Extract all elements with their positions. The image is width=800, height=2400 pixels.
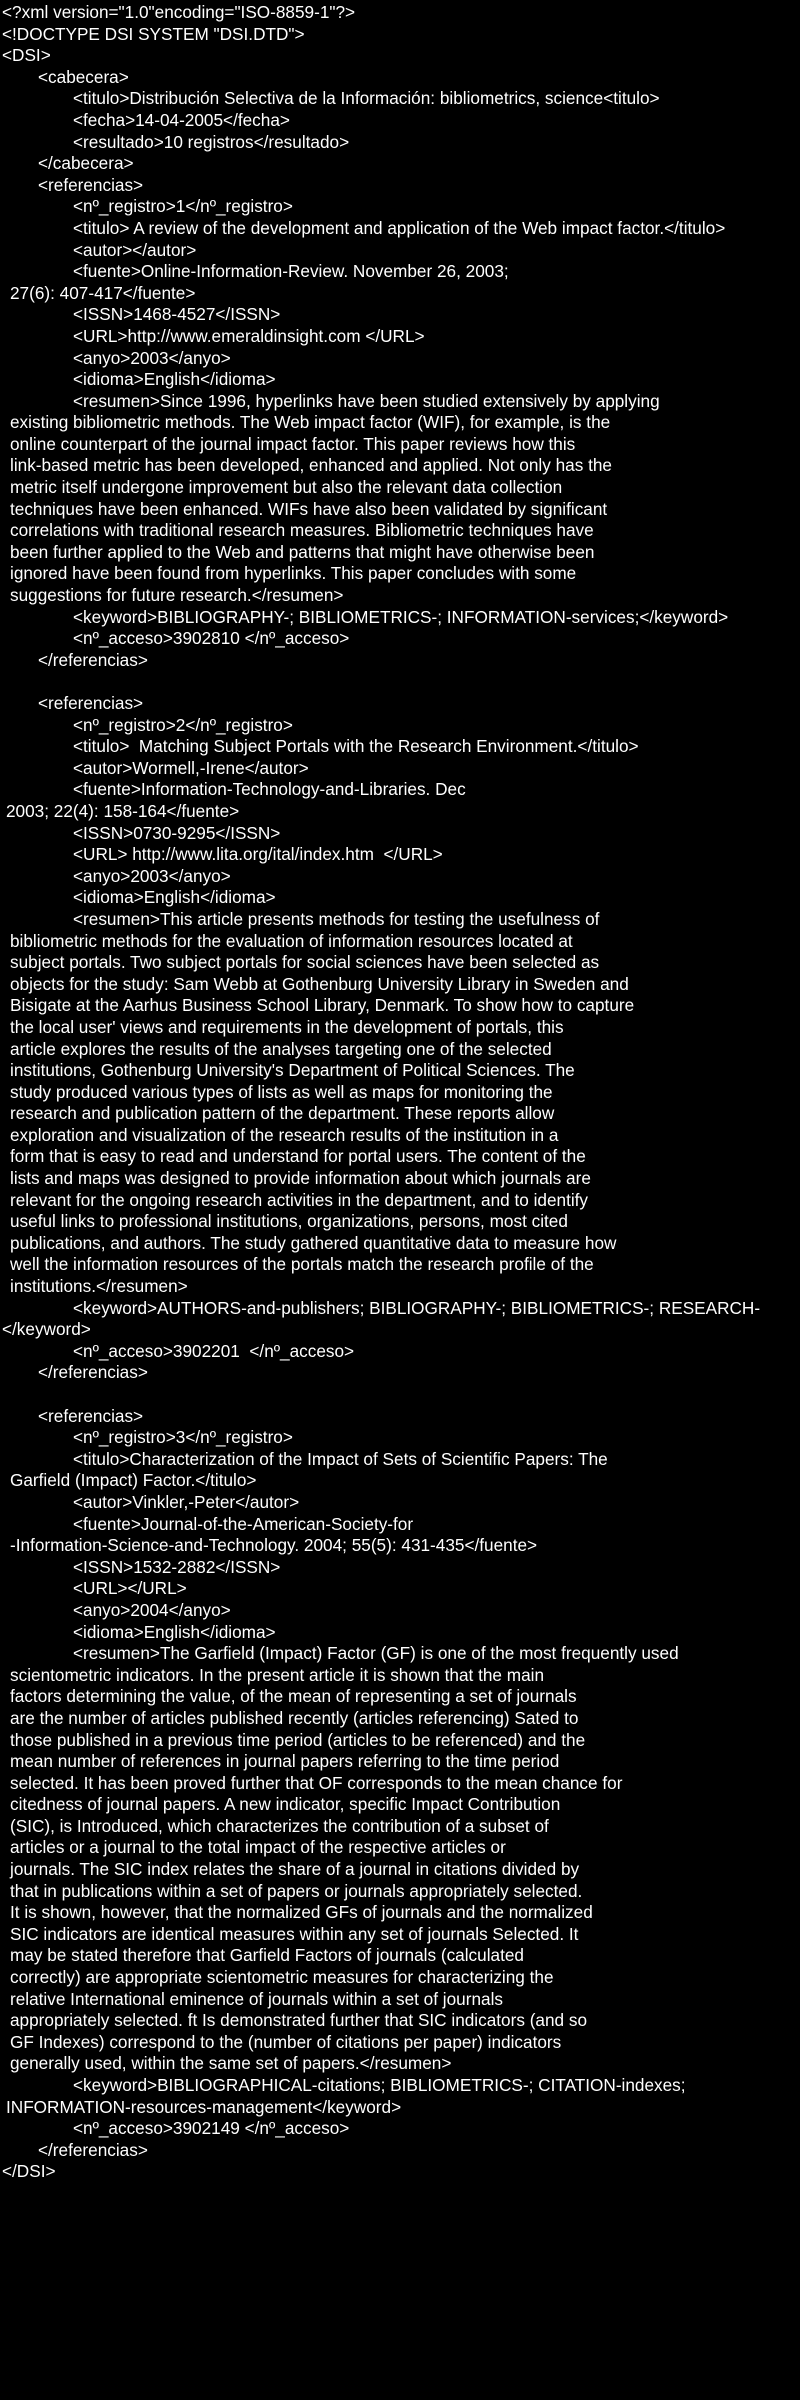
record-title: <titulo> A review of the development and application of the Web impact factor.</titulo> (73, 217, 726, 238)
record-abstract-line: (SIC), is Introduced, which characterizes the contribution of a subset of (10, 1815, 549, 1836)
record-access-number: <nº_acceso>3902810 </nº_acceso> (73, 628, 350, 649)
record-abstract-line: study produced various types of lists as well as maps for monitoring the (10, 1081, 553, 1102)
record-source: <fuente>Online-Information-Review. November 26, 2003; (73, 261, 509, 282)
referencias-open-tag: <referencias> (38, 693, 144, 713)
record-abstract-line: existing bibliometric methods. The Web impact factor (WIF), for example, is the (10, 412, 611, 433)
record-abstract-line: techniques have been enhanced. WIFs have also been validated by significant (10, 498, 608, 519)
record-abstract-line: exploration and visualization of the research results of the institution in a (10, 1124, 559, 1145)
record-number: <nº_registro>2</nº_registro> (73, 714, 293, 735)
record-author: <autor></autor> (73, 239, 197, 260)
record-title: <titulo>Characterization of the Impact of Sets of Scientific Papers: The (73, 1448, 608, 1469)
record-keywords-continued: INFORMATION-resources-management</keyword> (6, 2096, 402, 2117)
record-abstract-line: factors determining the value, of the mean of representing a set of journals (10, 1686, 577, 1707)
referencias-open-tag: <referencias> (38, 174, 144, 195)
record-abstract-line: link-based metric has been developed, enhanced and applied. Not only has the (10, 455, 612, 476)
record-author: <autor>Vinkler,-Peter</autor> (73, 1491, 300, 1512)
record-access-number: <nº_acceso>3902149 </nº_acceso> (73, 2118, 350, 2139)
record-url: <URL> http://www.lita.org/ital/index.htm </URL> (73, 844, 443, 865)
record-year: <anyo>2003</anyo> (73, 347, 231, 368)
record-abstract-line: It is shown, however, that the normalized GFs of journals and the normalized (10, 1902, 593, 1923)
header-title: <titulo>Distribución Selectiva de la Información: bibliometrics, science<titulo> (73, 88, 660, 109)
doctype-line: <!DOCTYPE DSI SYSTEM "DSI.DTD"> (2, 23, 305, 44)
record-language: <idioma>English</idioma> (73, 369, 276, 390)
record-abstract-line: ignored have been found from hyperlinks. This paper concludes with some (10, 563, 577, 584)
record-abstract-line: relative International eminence of journals within a set of journals (10, 1988, 503, 2009)
record-abstract-line: the local user' views and requirements in the development of portals, this (10, 1016, 564, 1037)
dsi-open-tag: <DSI> (2, 45, 51, 66)
record-source: <fuente>Journal-of-the-American-Society-for (73, 1513, 414, 1534)
record-abstract-line: objects for the study: Sam Webb at Gothenburg University Library in Sweden and (10, 973, 629, 994)
record-abstract: <resumen>This article presents methods for testing the usefulness of (73, 908, 600, 929)
record-source-continued: -Information-Science-and-Technology. 2004; 55(5): 431-435</fuente> (10, 1535, 538, 1556)
record-abstract-line: articles or a journal to the total impact of the respective articles or (10, 1837, 506, 1858)
cabecera-close-tag: </cabecera> (38, 153, 134, 174)
xml-declaration: <?xml version="1.0"encoding="ISO-8859-1"?> (2, 2, 356, 22)
record-abstract-line: relevant for the ongoing research activities in the department, and to identify (10, 1189, 589, 1210)
record-abstract-line: SIC indicators are identical measures within any set of journals Selected. It (10, 1923, 579, 1944)
record-source-continued: 27(6): 407-417</fuente> (10, 282, 196, 303)
record-url: <URL>http://www.emeraldinsight.com </URL> (73, 325, 425, 346)
record-abstract-line: institutions.</resumen> (10, 1276, 188, 1297)
record-url: <URL></URL> (73, 1578, 187, 1599)
record-source: <fuente>Information-Technology-and-Libraries. Dec (73, 779, 466, 800)
record-abstract-line: generally used, within the same set of papers.</resumen> (10, 2053, 452, 2074)
record-abstract-line: Bisigate at the Aarhus Business School Library, Denmark. To show how to capture (10, 995, 635, 1016)
record-abstract-line: selected. It has been proved further that OF corresponds to the mean chance for (10, 1772, 623, 1793)
record-keywords: <keyword>BIBLIOGRAPHICAL-citations; BIBLIOMETRICS-; CITATION-indexes; (73, 2075, 686, 2095)
record-abstract-line: suggestions for future research.</resumen> (10, 585, 344, 606)
record-language: <idioma>English</idioma> (73, 1621, 276, 1642)
blank-line (2, 671, 798, 693)
referencias-close-tag: </referencias> (38, 2139, 148, 2160)
record-abstract-line: institutions, Gothenburg University's Department of Political Sciences. The (10, 1060, 575, 1081)
record-abstract: <resumen>The Garfield (Impact) Factor (GF) is one of the most frequently used (73, 1643, 679, 1664)
record-abstract-line: form that is easy to read and understand for portal users. The content of the (10, 1146, 586, 1167)
record-access-number: <nº_acceso>3902201 </nº_acceso> (73, 1340, 355, 1361)
record-abstract-line: journals. The SIC index relates the share of a journal in citations divided by (10, 1859, 580, 1880)
record-abstract-line: scientometric indicators. In the present article it is shown that the main (10, 1664, 545, 1685)
record-abstract-line: correctly) are appropriate scientometric measures for characterizing the (10, 1967, 554, 1988)
record-abstract-line: those published in a previous time period (articles to be referenced) and the (10, 1729, 586, 1750)
record-author: <autor>Wormell,-Irene</autor> (73, 757, 309, 778)
record-abstract-line: citedness of journal papers. A new indicator, specific Impact Contribution (10, 1794, 561, 1815)
xml-document (2, 2, 798, 2183)
record-abstract-line: appropriately selected. ft Is demonstrated further that SIC indicators (and so (10, 2010, 588, 2031)
record-number: <nº_registro>3</nº_registro> (73, 1427, 293, 1448)
record-abstract-line: article explores the results of the analyses targeting one of the selected (10, 1038, 552, 1059)
record-abstract-line: are the number of articles published recently (articles referencing) Sated to (10, 1707, 579, 1728)
record-abstract-line: may be stated therefore that Garfield Factors of journals (calculated (10, 1945, 524, 1966)
referencias-open-tag: <referencias> (38, 1405, 144, 1426)
record-issn: <ISSN>1468-4527</ISSN> (73, 304, 281, 325)
record-issn: <ISSN>0730-9295</ISSN> (73, 822, 281, 843)
record-title: <titulo> Matching Subject Portals with the Research Environment.</titulo> (73, 736, 639, 757)
record-title-continued: Garfield (Impact) Factor.</titulo> (10, 1470, 257, 1491)
record-abstract-line: useful links to professional institutions, organizations, persons, most cited (10, 1211, 568, 1232)
record-abstract-line: research and publication pattern of the department. These reports allow (10, 1103, 555, 1124)
record-abstract-line: publications, and authors. The study gathered quantitative data to measure how (10, 1232, 617, 1253)
record-abstract: <resumen>Since 1996, hyperlinks have been studied extensively by applying (73, 390, 660, 411)
blank-line (2, 1384, 798, 1406)
record-keywords: <keyword>AUTHORS-and-publishers; BIBLIOGRAPHY-; BIBLIOMETRICS-; RESEARCH- (73, 1297, 761, 1318)
record-abstract-line: subject portals. Two subject portals for social sciences have been selected as (10, 952, 600, 973)
record-source-continued: 2003; 22(4): 158-164</fuente> (6, 800, 240, 821)
record-abstract-line: bibliometric methods for the evaluation of information resources located at (10, 930, 573, 951)
record-language: <idioma>English</idioma> (73, 887, 276, 908)
record-abstract-line: lists and maps was designed to provide information about which journals are (10, 1168, 591, 1189)
record-issn: <ISSN>1532-2882</ISSN> (73, 1556, 281, 1577)
record-year: <anyo>2003</anyo> (73, 865, 231, 886)
record-keywords-continued: </keyword> (2, 1319, 91, 1340)
referencias-close-tag: </referencias> (38, 1362, 148, 1383)
record-abstract-line: correlations with traditional research measures. Bibliometric techniques have (10, 520, 594, 541)
record-abstract-line: GF Indexes) correspond to the (number of citations per paper) indicators (10, 2031, 562, 2052)
header-result-count: <resultado>10 registros</resultado> (73, 131, 350, 152)
cabecera-open-tag: <cabecera> (38, 66, 129, 87)
record-abstract-line: mean number of references in journal papers referring to the time period (10, 1751, 560, 1772)
record-number: <nº_registro>1</nº_registro> (73, 196, 293, 217)
record-abstract-line: online counterpart of the journal impact factor. This paper reviews how this (10, 433, 576, 454)
dsi-close-tag: </DSI> (2, 2161, 56, 2182)
record-abstract-line: metric itself undergone improvement but also the relevant data collection (10, 477, 563, 498)
referencias-close-tag: </referencias> (38, 649, 148, 670)
record-abstract-line: well the information resources of the portals match the research profile of the (10, 1254, 594, 1275)
record-abstract-line: been further applied to the Web and patterns that might have otherwise been (10, 541, 595, 562)
record-year: <anyo>2004</anyo> (73, 1599, 231, 1620)
header-date: <fecha>14-04-2005</fecha> (73, 109, 290, 130)
record-keywords: <keyword>BIBLIOGRAPHY-; BIBLIOMETRICS-; INFORMATION-services;</keyword> (73, 606, 729, 627)
record-abstract-line: that in publications within a set of papers or journals appropriately selected. (10, 1880, 583, 1901)
